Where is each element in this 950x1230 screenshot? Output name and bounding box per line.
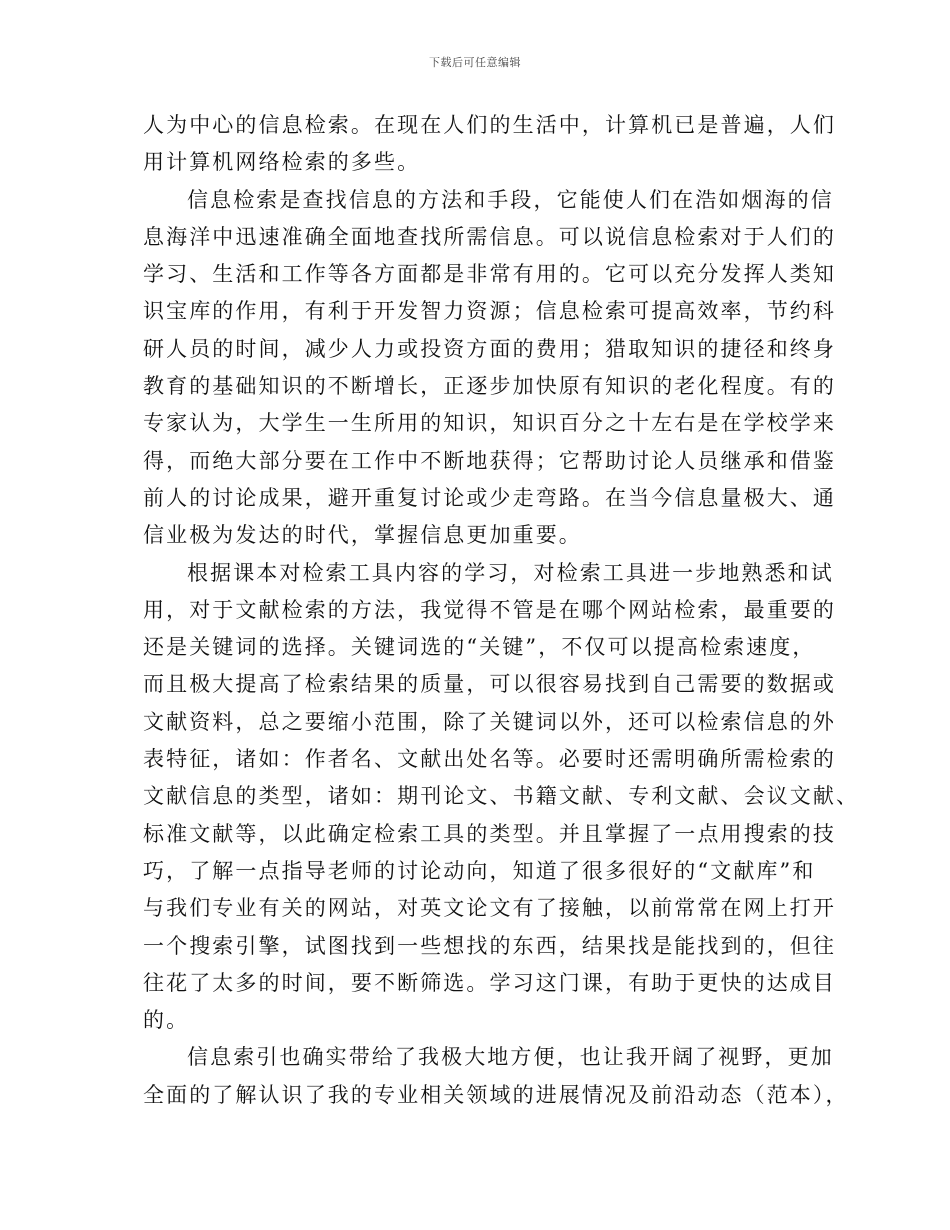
page-header: 下载后可任意编辑 xyxy=(429,56,521,69)
text-line: 专家认为，大学生一生所用的知识，知识百分之十左右是在学校学来 xyxy=(143,411,836,436)
text-line: 的。 xyxy=(143,1008,190,1033)
text-line: 还是关键词的选择。关键词选的“关键”，不仅可以提高检索速度， xyxy=(143,635,816,660)
text-line: 往花了太多的时间，要不断筛选。学习这门课，有助于更快的达成目 xyxy=(143,970,836,995)
text-line: 人为中心的信息检索。在现在人们的生活中，计算机已是普遍，人们 xyxy=(143,113,836,137)
text-line: 信业极为发达的时代，掌握信息更加重要。 xyxy=(143,523,582,548)
text-line: 学习、生活和工作等各方面都是非常有用的。它可以充分发挥人类知 xyxy=(143,262,836,287)
text-line: 信息索引也确实带给了我极大地方便，也让我开阔了视野，更加 xyxy=(187,1045,834,1070)
text-line: 根据课本对检索工具内容的学习，对检索工具进一步地熟悉和试 xyxy=(187,560,834,585)
paragraph-1 xyxy=(143,107,836,182)
text-line: 用，对于文献检索的方法，我觉得不管是在哪个网站检索，最重要的 xyxy=(143,597,836,622)
paragraph-2 xyxy=(143,182,836,555)
text-line: 巧，了解一点指导老师的讨论动向，知道了很多很好的“文献库”和 xyxy=(143,858,816,883)
text-line: 得，而绝大部分要在工作中不断地获得；它帮助讨论人员继承和借鉴 xyxy=(143,448,836,473)
paragraph-4 xyxy=(143,1039,849,1114)
text-line: 识宝库的作用，有利于开发智力资源；信息检索可提高效率，节约科 xyxy=(143,299,836,324)
text-line: 文献信息的类型，诸如：期刊论文、书籍文献、专利文献、会议文献、 xyxy=(143,784,860,809)
text-line: 用计算机网络检索的多些。 xyxy=(143,150,421,175)
text-line: 息海洋中迅速准确全面地查找所需信息。可以说信息检索对于人们的 xyxy=(143,224,836,249)
text-line: 表特征，诸如：作者名、文献出处名等。必要时还需明确所需检索的 xyxy=(143,747,836,772)
paragraph-3 xyxy=(143,555,860,1040)
text-line: 教育的基础知识的不断增长，正逐步加快原有知识的老化程度。有的 xyxy=(143,374,836,399)
text-line: 信息检索是查找信息的方法和手段，它能使人们在浩如烟海的信 xyxy=(187,187,834,212)
text-line: 一个搜索引擎，试图找到一些想找的东西，结果找是能找到的，但往 xyxy=(143,933,836,958)
text-line: 前人的讨论成果，避开重复讨论或少走弯路。在当今信息量极大、通 xyxy=(143,485,836,510)
text-line: 标准文献等，以此确定检索工具的类型。并且掌握了一点用搜索的技 xyxy=(143,821,836,846)
text-line: 与我们专业有关的网站，对英文论文有了接触，以前常常在网上打开 xyxy=(143,896,836,921)
text-line: 研人员的时间，减少人力或投资方面的费用；猎取知识的捷径和终身 xyxy=(143,336,836,361)
text-line: 文献资料，总之要缩小范围，除了关键词以外，还可以检索信息的外 xyxy=(143,709,836,734)
document-body xyxy=(143,107,860,1114)
text-line: 而且极大提高了检索结果的质量，可以很容易找到自己需要的数据或 xyxy=(143,672,836,697)
text-line: 全面的了解认识了我的专业相关领域的进展情况及前沿动态（范本）， xyxy=(143,1082,849,1107)
